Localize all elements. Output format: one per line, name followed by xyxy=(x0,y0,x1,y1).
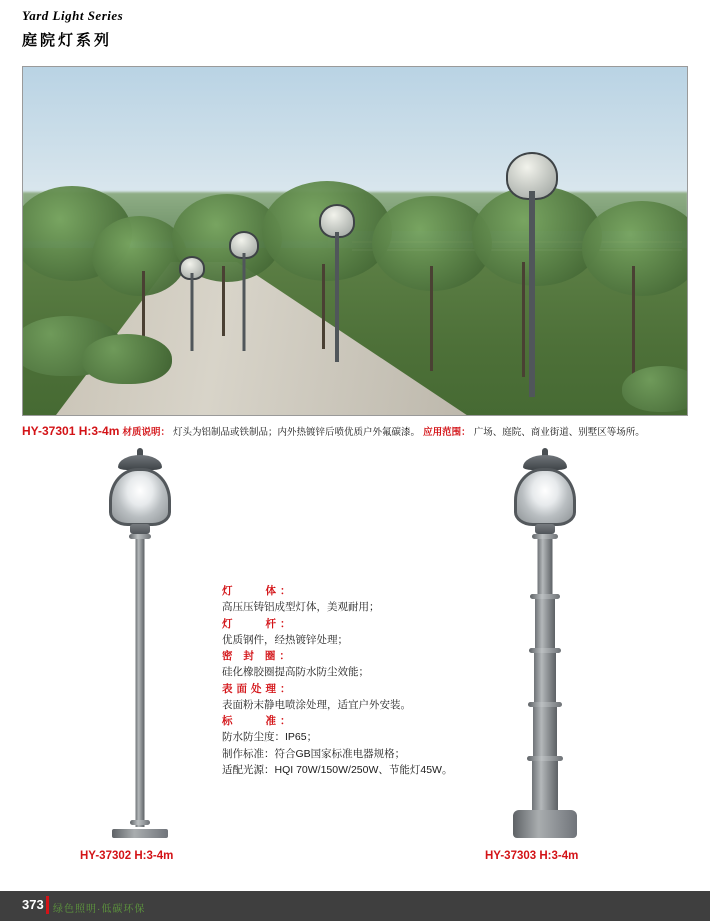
spec-body: 优质钢件，经热镀锌处理； xyxy=(222,633,348,646)
page-footer xyxy=(0,891,710,921)
material-text: 灯头为铝制品或铁制品；内外热镀锌后喷优质户外氟碳漆。 xyxy=(173,427,421,438)
yard-lamp-post xyxy=(502,152,562,397)
lamp-pole xyxy=(243,253,246,351)
spec-head: 表面处理： xyxy=(222,682,295,695)
lamp-pole xyxy=(538,539,553,597)
header-title-en: Yard Light Series xyxy=(22,8,124,23)
photo-caption-row xyxy=(22,424,688,438)
lamp-pole xyxy=(534,653,556,705)
header-title-cn: 庭院灯系列 xyxy=(22,32,113,49)
spec-head: 密 封 圈： xyxy=(222,650,294,663)
footer-slogan: 绿色照明·低碳环保 xyxy=(53,904,146,915)
lamp-pole xyxy=(535,599,555,651)
spec-head: 标 准： xyxy=(222,715,295,728)
application-text: 广场、庭院、商业街道、别墅区等场所。 xyxy=(473,427,645,438)
yard-light-streetscape-photo xyxy=(22,66,688,416)
spec-head: 灯 杆： xyxy=(222,617,295,630)
yard-lamp-post xyxy=(227,231,261,351)
product-lamp-hy37303 xyxy=(500,448,590,838)
yard-lamp-post xyxy=(317,204,357,362)
tree-trunk xyxy=(430,266,433,371)
spec-body: 防水防尘度：IP65； xyxy=(222,731,318,744)
tree-trunk xyxy=(142,271,145,336)
lamp-head-glass xyxy=(514,468,576,526)
application-label: 应用范围： xyxy=(423,427,471,438)
tree-trunk xyxy=(632,266,635,376)
spec-row xyxy=(222,583,462,616)
lamp-pole xyxy=(136,539,145,827)
lamp-pole xyxy=(532,761,558,811)
spec-row xyxy=(222,648,462,681)
product-lamp-hy37302 xyxy=(95,448,185,838)
spec-body: 高压压铸铝成型灯体，美观耐用； xyxy=(222,601,380,614)
page-header xyxy=(22,8,123,50)
specification-list xyxy=(222,583,462,778)
lamp-base-cone xyxy=(513,810,577,838)
lamp-pole xyxy=(529,191,535,397)
yard-lamp-post xyxy=(177,256,207,351)
material-label: 材质说明： xyxy=(122,427,170,438)
spec-body: 硅化橡胶圈提高防水防尘效能； xyxy=(222,666,369,679)
spec-row xyxy=(222,746,462,762)
lamp-base-plate xyxy=(112,829,168,838)
lamp-arm xyxy=(535,524,555,534)
model-label-hy37302: HY-37302 H:3-4m xyxy=(80,850,174,862)
page-number: 373 xyxy=(22,897,44,912)
tree-trunk xyxy=(222,266,225,336)
lamp-head-glass xyxy=(109,468,171,526)
spec-row xyxy=(222,616,462,649)
footer-divider xyxy=(46,896,49,914)
spec-body: 适配光源：HQI 70W/150W/250W、节能灯45W。 xyxy=(222,763,453,776)
lamp-pole xyxy=(533,707,557,759)
lamp-pole xyxy=(191,273,194,351)
spec-row xyxy=(222,681,462,714)
spec-body: 制作标准：符合GB国家标准电器规格； xyxy=(222,747,406,760)
model-label-hy37303: HY-37303 H:3-4m xyxy=(485,850,579,862)
shrub xyxy=(82,334,172,384)
lamp-arm xyxy=(130,524,150,534)
spec-row xyxy=(222,762,462,778)
spec-body: 表面粉末静电喷涂处理，适宜户外安装。 xyxy=(222,698,411,711)
lamp-pole xyxy=(335,232,339,362)
model-label-hy37301: HY-37301 H:3-4m xyxy=(22,424,120,438)
shrub xyxy=(622,366,688,412)
pole-ring xyxy=(130,820,150,825)
spec-row xyxy=(222,713,462,746)
spec-head: 灯 体： xyxy=(222,585,295,597)
